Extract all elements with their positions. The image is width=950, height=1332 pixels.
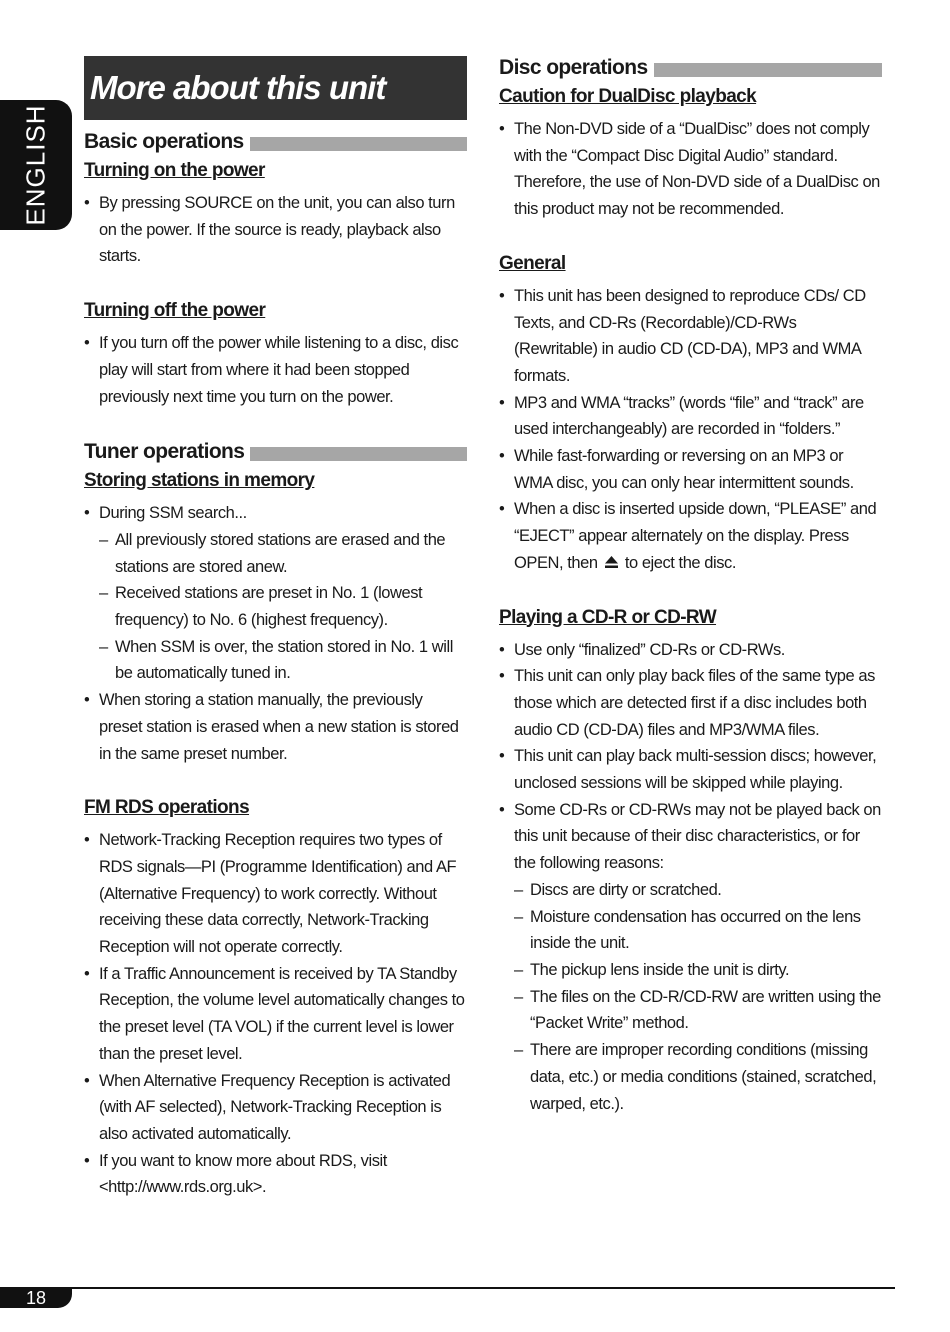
list-item: • If you want to know more about RDS, visit <http://www.rds.org.uk>. xyxy=(84,1148,467,1201)
section-heading: Basic operations xyxy=(84,130,244,153)
page-number: 18 xyxy=(0,1288,72,1308)
section-tuner-operations xyxy=(84,440,467,464)
language-label: ENGLISH xyxy=(20,104,51,226)
list-dualdisc xyxy=(499,116,882,223)
list-item xyxy=(84,500,467,687)
page-title-bar xyxy=(84,56,467,120)
list-general xyxy=(499,283,882,577)
list-turning-off xyxy=(84,330,467,410)
sub-list xyxy=(514,877,882,1117)
list-item: • This unit can play back multi-session discs; however, unclosed sessions will be skipped while playing. xyxy=(499,743,882,796)
sub-list-item: – Discs are dirty or scratched. xyxy=(514,877,882,904)
language-tab xyxy=(0,100,72,230)
list-item: • This unit has been designed to reproduce CDs/ CD Texts, and CD-Rs (Recordable)/CD-RWs (Rewritable) in audio CD (CD-DA), MP3 and WMA formats. xyxy=(499,283,882,390)
sub-list-item: – When SSM is over, the station stored in No. 1 will be automatically tuned in. xyxy=(99,634,467,687)
left-column xyxy=(84,56,467,1201)
section-rule xyxy=(250,137,467,151)
section-disc-operations xyxy=(499,56,882,80)
section-rule xyxy=(250,447,467,461)
list-item-text: to eject the disc. xyxy=(624,553,736,572)
subheading-storing-stations: Storing stations in memory xyxy=(84,470,315,492)
list-item-text: Some CD-Rs or CD-RWs may not be played back on this unit because of their disc characteristics, or for the following reasons: xyxy=(514,800,881,873)
sub-list-item: – Moisture condensation has occurred on the lens inside the unit. xyxy=(514,904,882,957)
list-item-text: During SSM search... xyxy=(99,504,247,523)
section-heading: Disc operations xyxy=(499,56,648,79)
list-item: • MP3 and WMA “tracks” (words “file” and “track” are used interchangeably) are recorded in “folders.” xyxy=(499,390,882,443)
sub-list-item: – There are improper recording conditions (missing data, etc.) or media conditions (stained, scratched, warped, etc.). xyxy=(514,1037,882,1117)
list-storing-stations xyxy=(84,500,467,767)
list-item xyxy=(499,797,882,1117)
page-title: More about this unit xyxy=(90,69,386,106)
eject-icon xyxy=(604,555,619,569)
footer-rule xyxy=(0,1287,895,1289)
list-item: • When storing a station manually, the previously preset station is erased when a new station is stored in the same preset number. xyxy=(84,687,467,767)
subheading-cdr-cdrw: Playing a CD-R or CD-RW xyxy=(499,606,717,628)
subheading-fm-rds: FM RDS operations xyxy=(84,797,250,819)
subheading-dualdisc: Caution for DualDisc playback xyxy=(499,86,757,107)
section-basic-operations xyxy=(84,130,467,154)
sub-list xyxy=(99,527,467,687)
list-cdr-cdrw xyxy=(499,637,882,1118)
list-turning-on xyxy=(84,190,467,270)
subheading-general: General xyxy=(499,252,566,274)
list-item: • If you turn off the power while listening to a disc, disc play will start from where it had been stopped previously next time you turn on the power. xyxy=(84,330,467,410)
right-column xyxy=(499,56,882,1117)
sub-list-item: – Received stations are preset in No. 1 (lowest frequency) to No. 6 (highest frequency). xyxy=(99,580,467,633)
section-heading: Tuner operations xyxy=(84,440,245,464)
list-item: • Network-Tracking Reception requires two types of RDS signals—PI (Programme Identification) and AF (Alternative Frequency) to work correctly. Without receiving these data correctly, Network-Tracking Reception will not operate correctly. xyxy=(84,827,467,961)
subheading-turning-off: Turning off the power xyxy=(84,300,266,322)
section-rule xyxy=(654,63,882,77)
list-item: • The Non-DVD side of a “DualDisc” does not comply with the “Compact Disc Digital Audio” standard. Therefore, the use of Non-DVD side of a DualDisc on this product may not be recommended. xyxy=(499,116,882,223)
list-item: • By pressing SOURCE on the unit, you can also turn on the power. If the source is ready, playback also starts. xyxy=(84,190,467,270)
sub-list-item: – All previously stored stations are erased and the stations are stored anew. xyxy=(99,527,467,580)
sub-list-item: – The files on the CD-R/CD-RW are written using the “Packet Write” method. xyxy=(514,984,882,1037)
subheading-turning-on: Turning on the power xyxy=(84,160,265,181)
list-item: • When Alternative Frequency Reception is activated (with AF selected), Network-Tracking Reception is also activated automatically. xyxy=(84,1068,467,1148)
list-item xyxy=(499,496,882,576)
list-item: • While fast-forwarding or reversing on an MP3 or WMA disc, you can only hear intermittent sounds. xyxy=(499,443,882,496)
list-item: • If a Traffic Announcement is received by TA Standby Reception, the volume level automatically changes to the preset level (TA VOL) if the current level is lower than the preset level. xyxy=(84,961,467,1068)
sub-list-item: – The pickup lens inside the unit is dirty. xyxy=(514,957,882,984)
list-item: • This unit can only play back files of the same type as those which are detected first if a disc includes both audio CD (CD-DA) files and MP3/WMA files. xyxy=(499,663,882,743)
list-fm-rds xyxy=(84,827,467,1201)
list-item-text: When a disc is inserted upside down, “PLEASE” and “EJECT” appear alternately on the display. Press OPEN, then xyxy=(514,500,877,572)
list-item: • Use only “finalized” CD-Rs or CD-RWs. xyxy=(499,637,882,664)
